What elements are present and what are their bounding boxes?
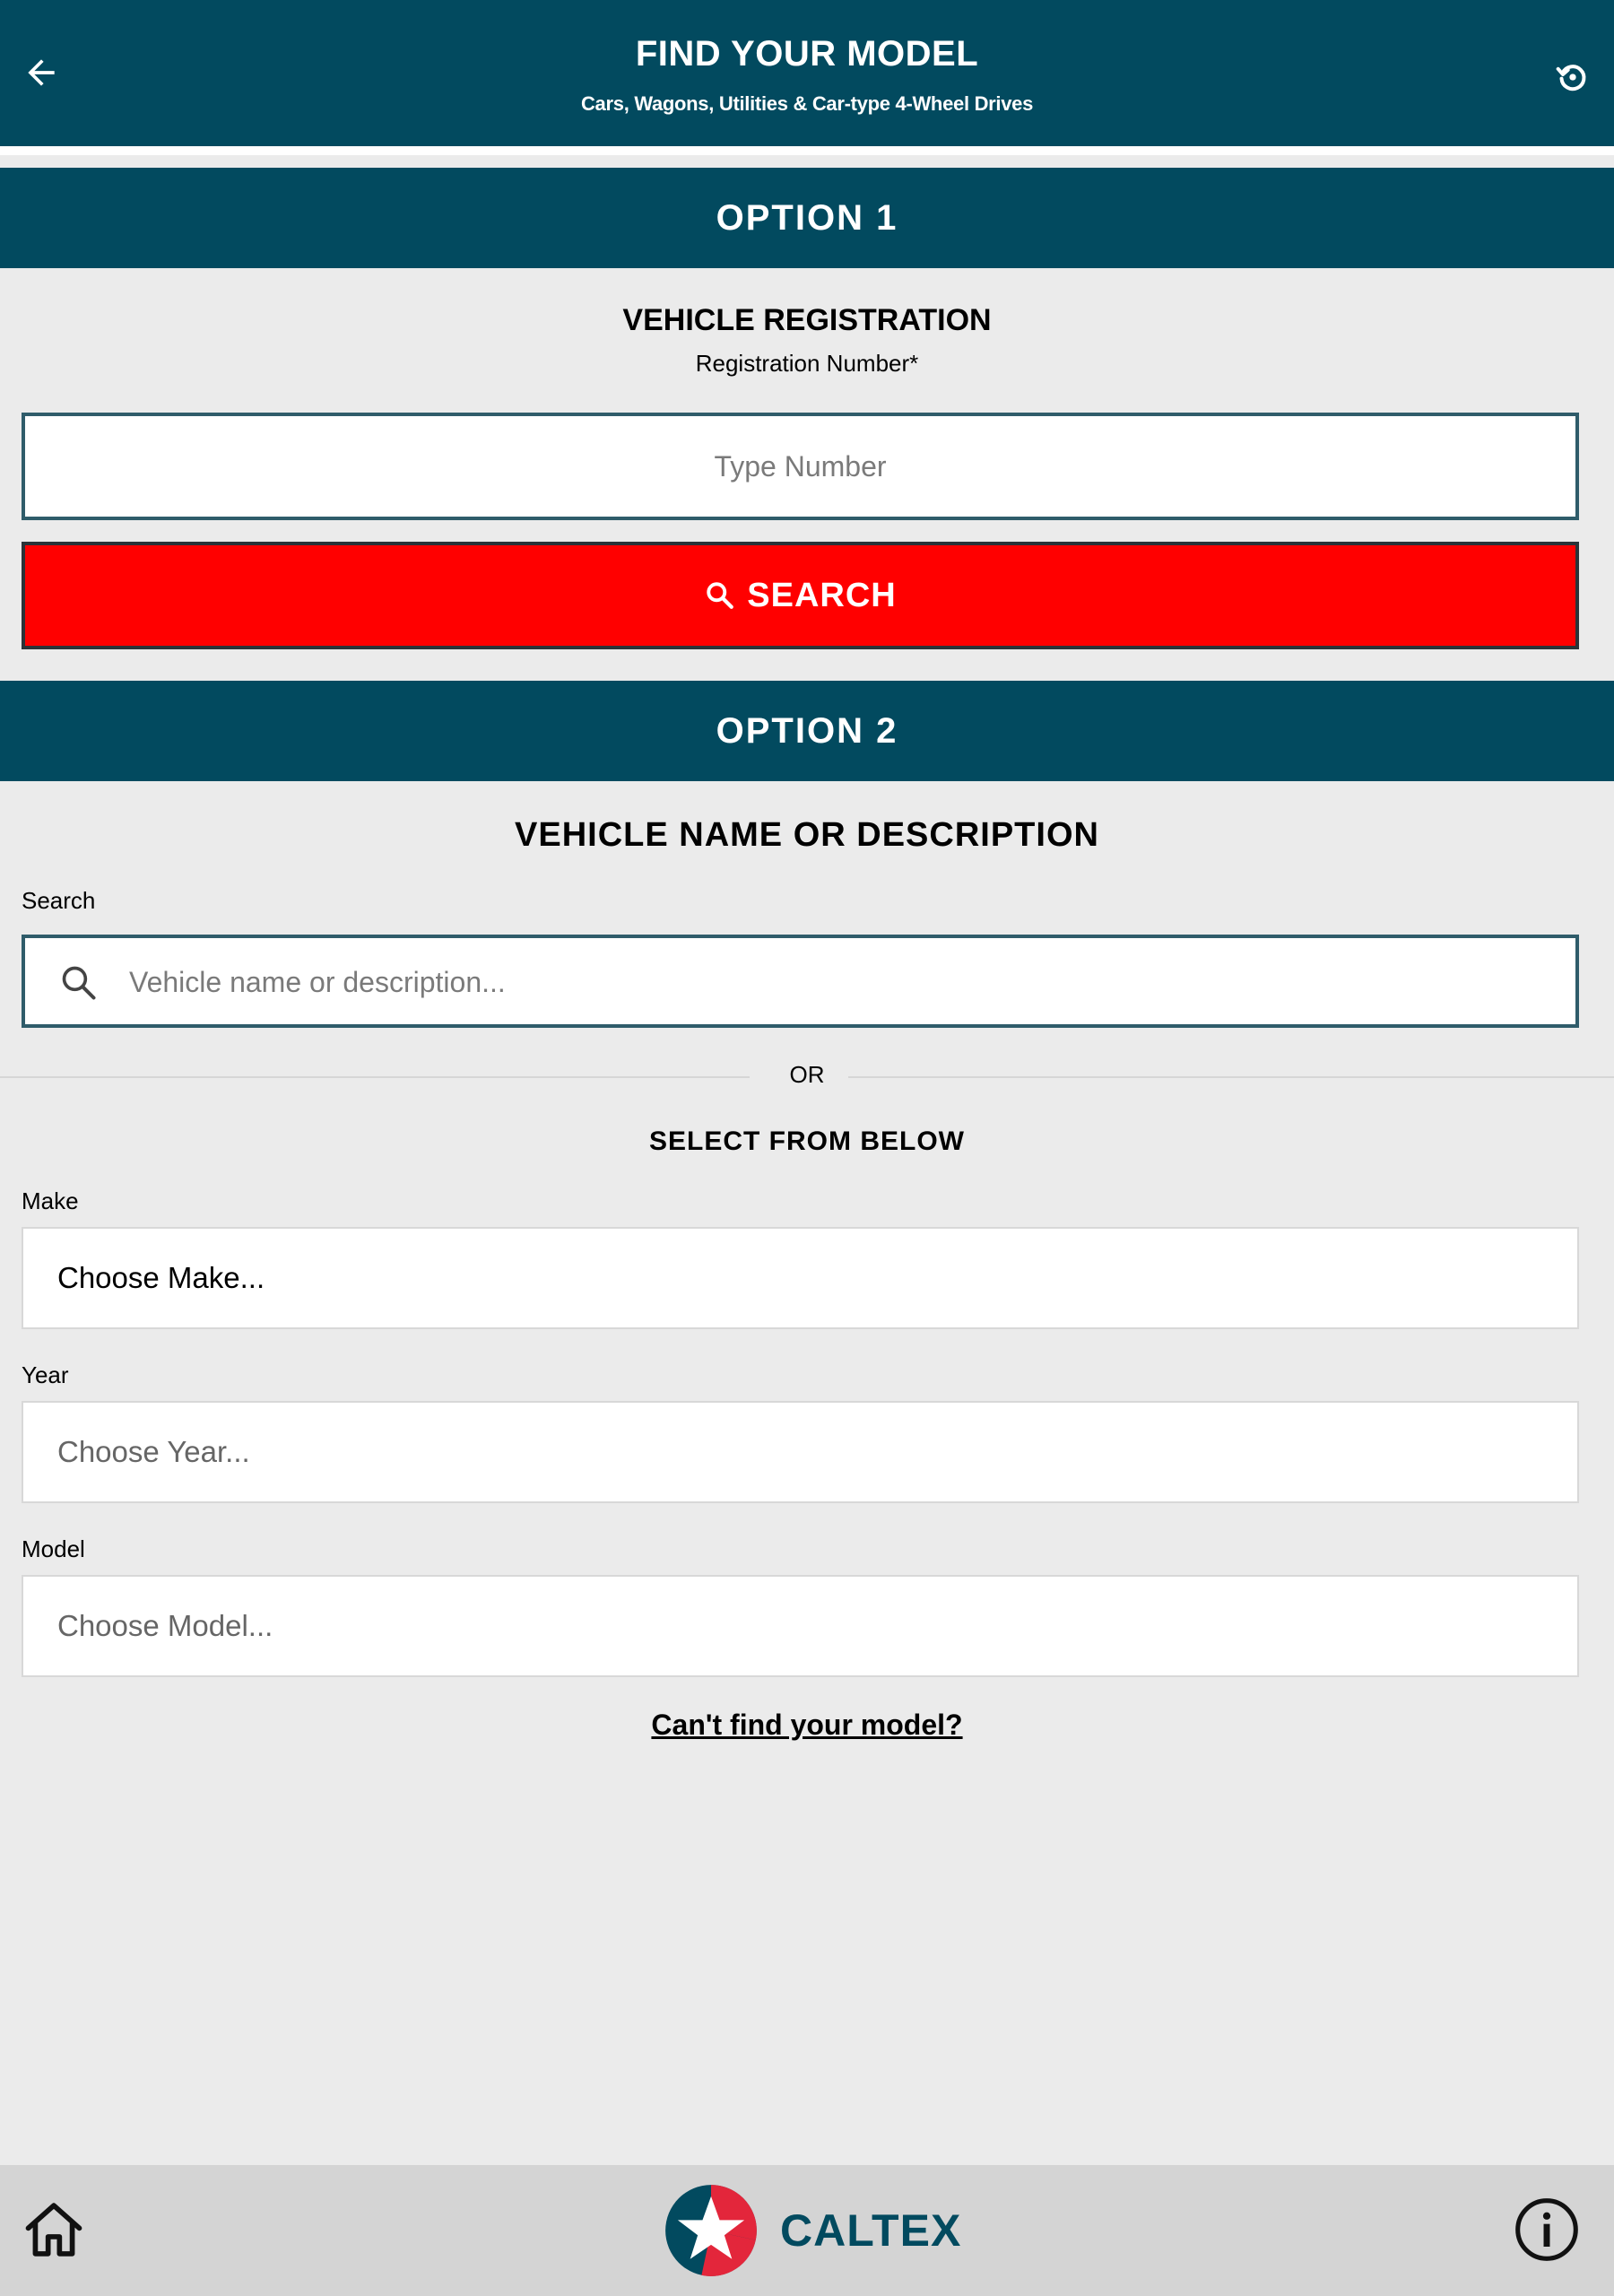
cant-find-model-link[interactable]: Can't find your model? xyxy=(651,1709,963,1741)
model-label: Model xyxy=(22,1535,85,1562)
caltex-brand xyxy=(664,2183,961,2278)
make-select[interactable]: Choose Make... xyxy=(22,1227,1579,1329)
app-header xyxy=(0,0,1614,155)
bottom-nav xyxy=(0,2165,1614,2296)
vehicle-registration-title: VEHICLE REGISTRATION xyxy=(622,303,992,337)
year-select[interactable]: Choose Year... xyxy=(22,1401,1579,1503)
search-label: Search xyxy=(22,887,96,914)
model-select[interactable]: Choose Model... xyxy=(22,1575,1579,1677)
page-subtitle: Cars, Wagons, Utilities & Car-type 4-Wheel Drives xyxy=(580,92,1034,115)
info-icon xyxy=(1513,2196,1581,2264)
info-button[interactable] xyxy=(1513,2196,1581,2264)
select-from-below-title: SELECT FROM BELOW xyxy=(649,1126,965,1156)
history-reset-icon xyxy=(1555,59,1591,95)
or-text: OR xyxy=(789,1061,825,1088)
home-icon xyxy=(20,2196,88,2264)
registration-number-label: Registration Number* xyxy=(695,350,919,377)
option-1-header: OPTION 1 xyxy=(0,168,1614,268)
magnifier-icon xyxy=(59,963,99,1003)
vehicle-search-input[interactable] xyxy=(127,938,1566,1026)
year-label: Year xyxy=(22,1361,69,1388)
search-button[interactable] xyxy=(22,542,1579,649)
cant-find-model xyxy=(0,1709,1614,1742)
page-title: FIND YOUR MODEL xyxy=(635,34,979,74)
search-button-label: SEARCH xyxy=(747,576,897,614)
home-button[interactable] xyxy=(20,2196,88,2264)
registration-number-input[interactable] xyxy=(22,413,1579,520)
or-divider-right xyxy=(848,1076,1614,1078)
caltex-logo xyxy=(664,2183,759,2278)
search-icon xyxy=(704,579,736,612)
reset-button[interactable] xyxy=(1548,52,1598,102)
option-2-header: OPTION 2 xyxy=(0,681,1614,781)
vehicle-name-title: VEHICLE NAME OR DESCRIPTION xyxy=(515,816,1099,854)
vehicle-search-field[interactable] xyxy=(22,935,1579,1028)
make-label: Make xyxy=(22,1187,79,1214)
caltex-wordmark: CALTEX xyxy=(780,2205,962,2256)
